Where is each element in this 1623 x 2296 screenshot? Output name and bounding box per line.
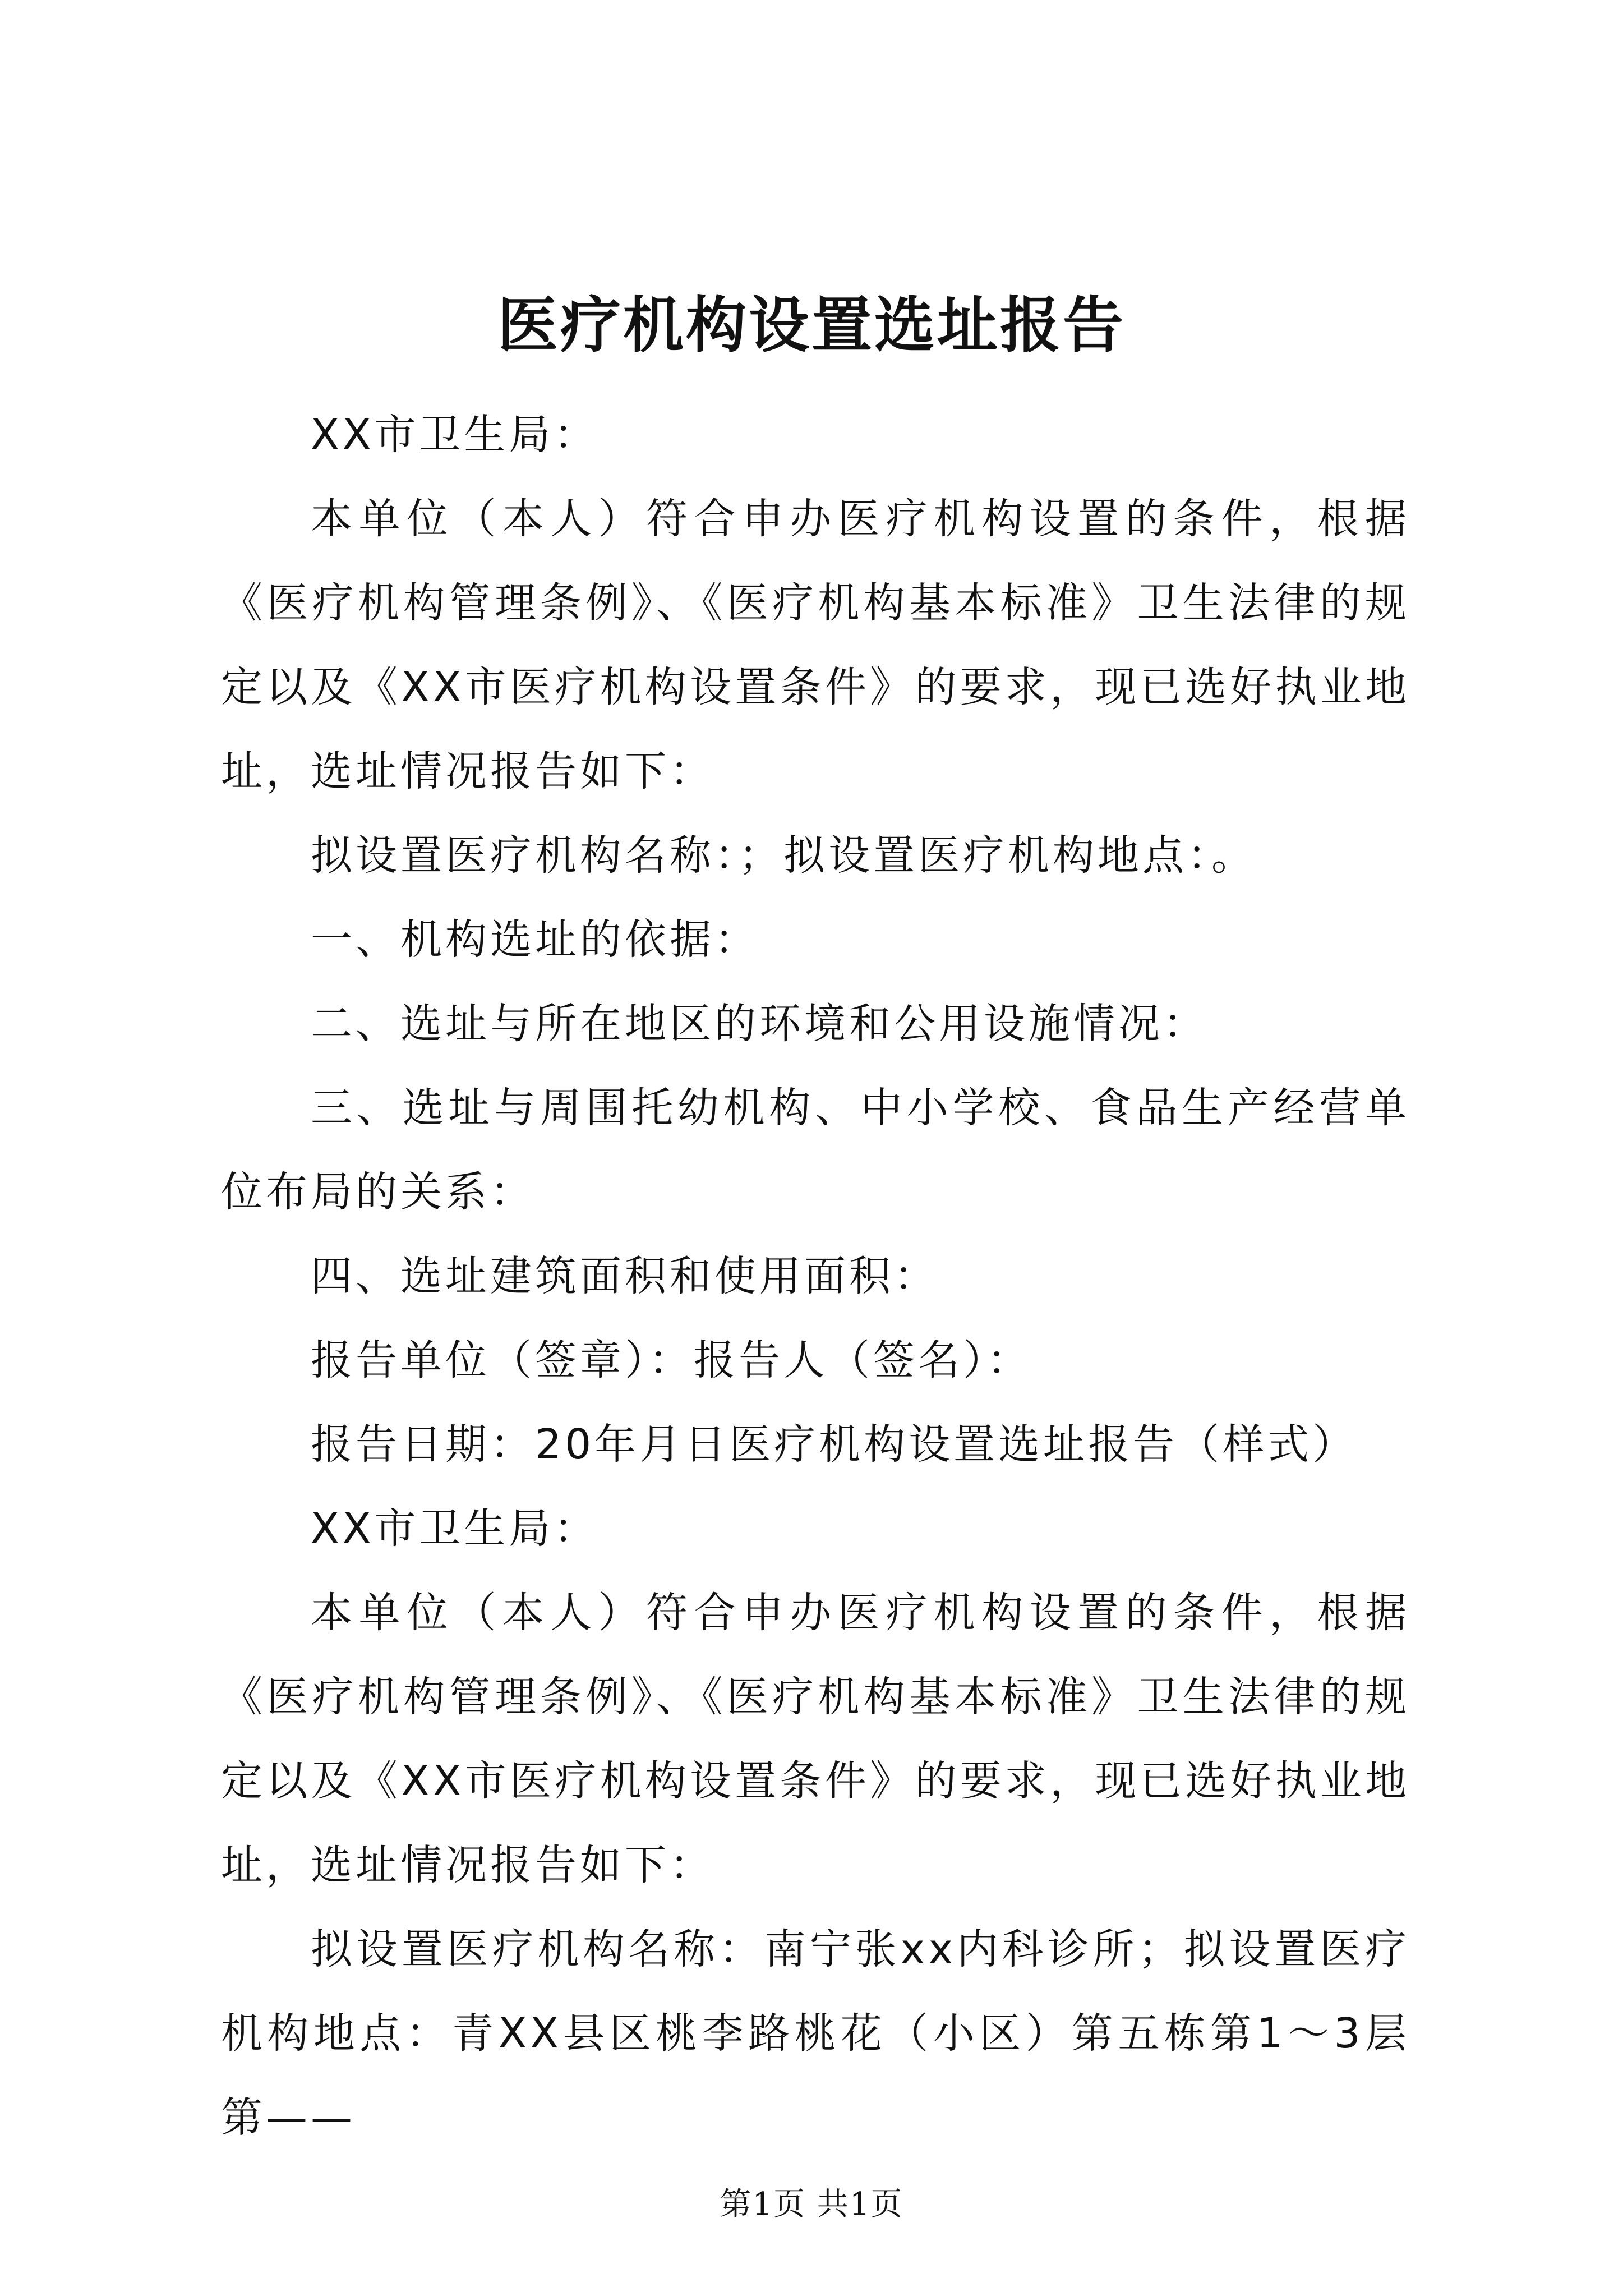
- paragraph: 四、选址建筑面积和使用面积：: [311, 1252, 939, 1300]
- paragraph: 报告日期：20年月日医疗机构设置选址报告（样式）: [311, 1420, 1358, 1469]
- page-footer: 第1页 共1页: [720, 2186, 903, 2223]
- paragraph: 报告单位（签章）：报告人（签名）：: [311, 1336, 1032, 1384]
- paragraph: 拟设置医疗机构名称：南宁张xx内科诊所；拟设置医疗机构地点：青XX县区桃李路桃花（小区）第五栋第1～3层第——: [221, 1925, 1410, 2142]
- document-body: [221, 393, 1410, 2160]
- paragraph: 二、选址与所在地区的环境和公用设施情况：: [311, 1000, 1208, 1048]
- paragraph: 拟设置医疗机构名称：；拟设置医疗机构地点：。: [311, 831, 1256, 880]
- paragraph: 本单位（本人）符合申办医疗机构设置的条件，根据《医疗机构管理条例》、《医疗机构基本标准》卫生法律的规定以及《XX市医疗机构设置条件》的要求，现已选好执业地址，选址情况报告如下：: [221, 495, 1410, 795]
- document-title: 医疗机构设置选址报告: [497, 290, 1126, 361]
- paragraph: 三、选址与周围托幼机构、中小学校、食品生产经营单位布局的关系：: [221, 1084, 1410, 1216]
- paragraph: XX市卫生局：: [311, 1504, 599, 1553]
- paragraph: XX市卫生局：: [311, 411, 599, 459]
- paragraph: 一、机构选址的依据：: [311, 915, 759, 964]
- paragraph: 本单位（本人）符合申办医疗机构设置的条件，根据《医疗机构管理条例》、《医疗机构基本标准》卫生法律的规定以及《XX市医疗机构设置条件》的要求，现已选好执业地址，选址情况报告如下：: [221, 1589, 1410, 1889]
